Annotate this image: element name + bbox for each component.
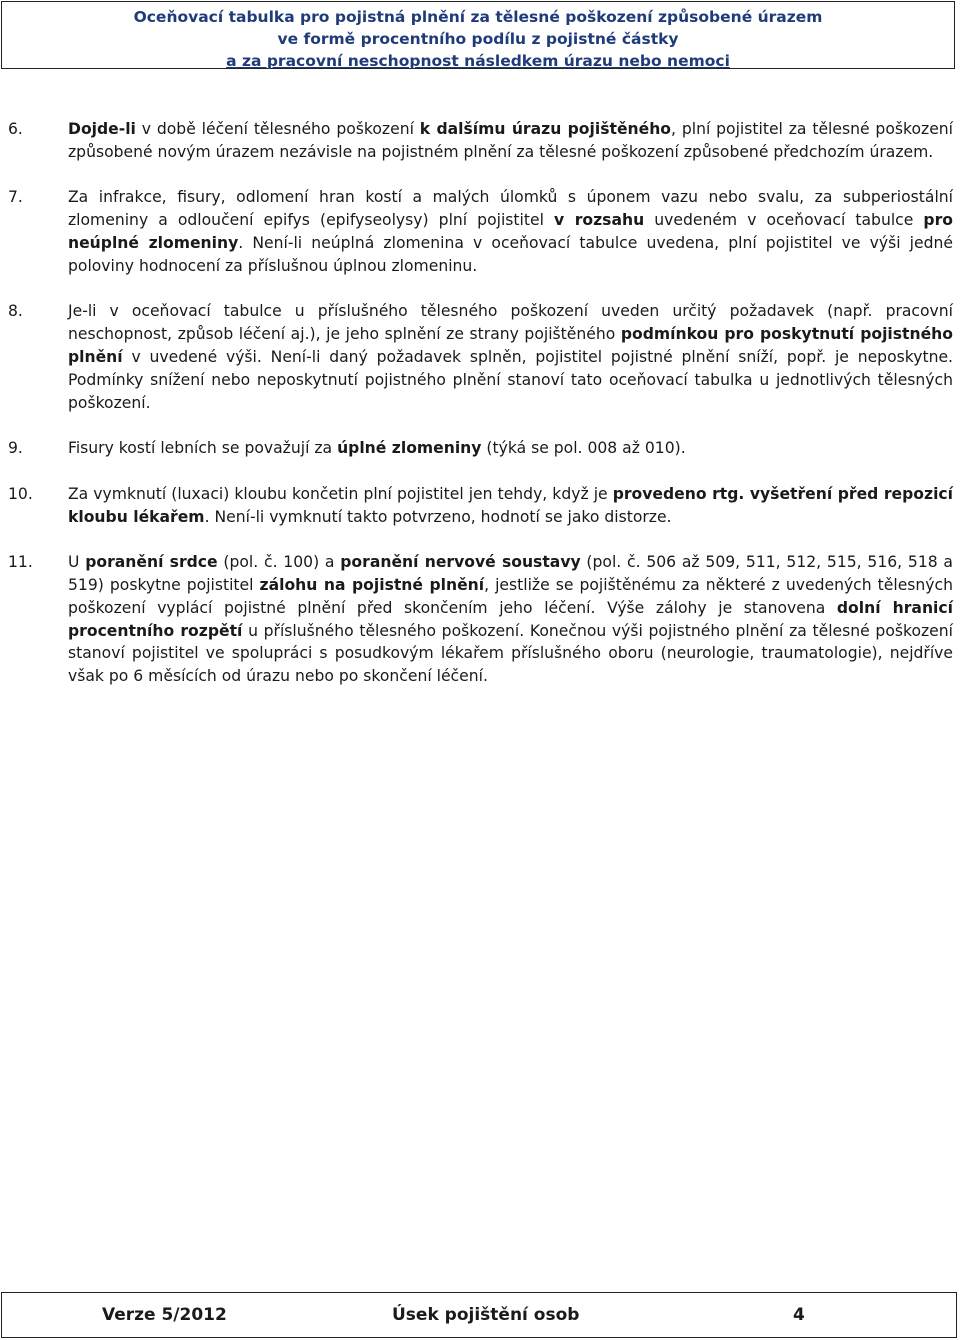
item-text (68, 551, 953, 688)
text-run: v době léčení tělesného poškození (135, 120, 420, 138)
item-number: 10. (8, 484, 33, 503)
item-number: 8. (8, 302, 23, 321)
text-run: . Není-li vymknutí takto potvrzeno, hodnotí se jako distorze. (204, 507, 672, 526)
header-title-line-1: Oceňovací tabulka pro pojistná plnění za tělesné poškození způsobené úrazem (133, 8, 823, 26)
text-run: v rozsahu (553, 211, 645, 230)
item-text (68, 437, 953, 460)
text-run: poranění srdce (85, 553, 218, 572)
text-run: Dojde-li (68, 120, 136, 138)
footer-page-number: 4 (793, 1305, 805, 1325)
item-text (68, 118, 953, 164)
item-number: 9. (8, 439, 23, 458)
item-text (68, 186, 953, 277)
text-run: Je-li v oceňovací tabulce u příslušného tělesného poškození uveden určitý požadavek (např. pracovní neschopnost, způsob léčení aj.), je jeho splnění ze strany pojištěného (68, 302, 953, 344)
document-footer (1, 1292, 957, 1338)
footer-version: Verze 5/2012 (102, 1305, 227, 1325)
text-run: U (68, 553, 86, 572)
list-item (8, 483, 953, 529)
text-run: dolní hranicí procentního rozpětí (68, 598, 953, 640)
text-run: uvedeném v oceňovací tabulce (644, 211, 924, 230)
text-run: Za infrakce, fisury, odlomení hran kostí a malých úlomků s úponem vazu nebo svalu, za subperiostální zlomeniny a odloučení epifys (epifyseolysy) plní pojistitel (68, 188, 953, 230)
text-run: , jestliže se pojištěnému za některé z uvedených tělesných poškození vyplácí pojistné plnění před skončením jeho léčení. Výše zálohy je stanovena (68, 575, 953, 617)
text-run: provedeno rtg. vyšetření před repozicí kloubu lékařem (68, 484, 954, 526)
text-run: úplné zlomeniny (337, 439, 482, 458)
text-run: u příslušného tělesného poškození. Konečnou výši pojistného plnění za tělesné poškození stanoví pojistitel ve spolupráci s posudkovým lékařem příslušného oboru (neurologie, traumatologie), nejdříve však po 6 měsících od úrazu nebo po skončení léčení. (68, 621, 953, 686)
text-run: Fisury kostí lebních se považují za (68, 439, 338, 458)
header-title-line-3: a za pracovní neschopnost následkem úrazu nebo nemoci (226, 52, 730, 70)
text-run: zálohu na pojistné plnění (259, 575, 485, 594)
list-item (8, 118, 953, 164)
document-header (1, 1, 955, 69)
item-text (68, 483, 953, 529)
list-item (8, 300, 953, 414)
item-number: 7. (8, 188, 23, 207)
text-run: podmínkou pro poskytnutí pojistného plnění (68, 325, 953, 366)
list-item (8, 551, 953, 688)
list-item (8, 186, 953, 277)
header-title-line-2: ve formě procentního podílu z pojistné částky (277, 30, 679, 48)
text-run: (pol. č. 100) a (217, 553, 341, 572)
item-text (68, 300, 953, 414)
footer-department: Úsek pojištění osob (392, 1305, 580, 1325)
text-run: (týká se pol. 008 až 010). (481, 439, 686, 458)
text-run: (pol. č. 506 až 509, 511, 512, 515, 516, 518 a 519) poskytne pojistitel (68, 553, 953, 594)
text-run: , plní pojistitel za tělesné poškození způsobené novým úrazem nezávisle na pojistném plnění za tělesné poškození způsobené předchozím úrazem. (68, 120, 954, 161)
text-run: . Není-li neúplná zlomenina v oceňovací tabulce uvedena, plní pojistitel ve výši jedné poloviny hodnocení za příslušnou úplnou zlomeninu. (68, 233, 953, 275)
item-number: 11. (8, 553, 33, 572)
text-run: pro neúplné zlomeniny (68, 211, 953, 252)
list-item (8, 437, 953, 460)
text-run: poranění nervové soustavy (340, 553, 581, 572)
text-run: v uvedené výši. Není-li daný požadavek splněn, pojistitel pojistné plnění sníží, popř. je neposkytne. Podmínky snížení nebo neposkytnutí pojistného plnění stanoví tato oceňovací tabulka u jednotlivých tělesných poškození. (68, 347, 953, 412)
text-run: Za vymknutí (luxaci) kloubu končetin plní pojistitel jen tehdy, když je (68, 484, 613, 503)
text-run: k dalšímu úrazu pojištěného (419, 120, 672, 138)
document-body (8, 118, 953, 711)
item-number: 6. (8, 120, 23, 138)
